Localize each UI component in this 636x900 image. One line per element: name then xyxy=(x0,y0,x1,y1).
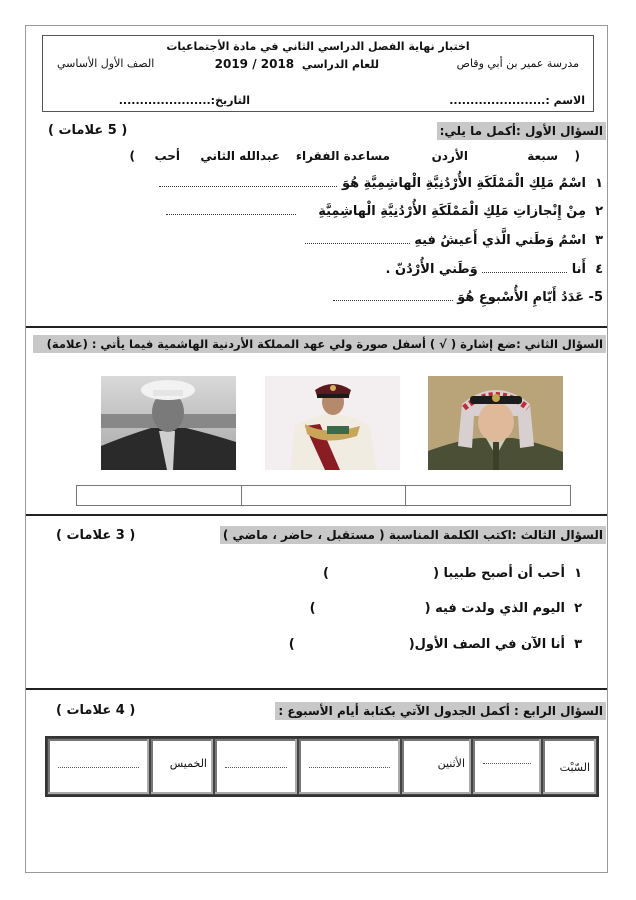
days-table xyxy=(45,736,599,797)
exam-title: اختبار نهاية الفصل الدراسي الثاني في مادة الأجتماعيات xyxy=(166,40,470,53)
word-bank-word: سبعة xyxy=(527,149,558,163)
photo-king-abdullah-i xyxy=(101,376,236,470)
item-text: اسْمُ وَطَني الَّذي أَعيشُ فيهِ xyxy=(414,233,586,248)
answer-blank[interactable] xyxy=(166,204,296,215)
academic-year-value: 2019 / 2018 xyxy=(214,57,295,71)
student-name-field[interactable]: الاسم :....................... xyxy=(449,94,585,107)
q1-item-2 xyxy=(166,204,603,219)
item-number: ١ xyxy=(574,566,582,581)
word-bank-word: الأردن xyxy=(431,149,468,163)
q3-item-3 xyxy=(289,637,582,652)
item-number: ٢ xyxy=(574,601,582,616)
q4-marks: ( 4 علامات ) xyxy=(56,703,136,718)
answer-blank[interactable] xyxy=(159,176,337,187)
day-cell xyxy=(402,739,471,794)
item-number: ٤ xyxy=(595,262,603,277)
section-divider xyxy=(26,514,607,516)
day-label: الخميس xyxy=(169,757,207,770)
word-bank-open: ( xyxy=(574,149,580,163)
q4-title: السؤال الرابع : أكمل الجدول الآتي بكتابة أيام الأسبوع : xyxy=(275,702,606,720)
item-text: اسْمُ مَلِكِ الْمَمْلَكَةِ الأُرْدُنِيَّةِ الْهاشِمِيَّةِ هُوَ xyxy=(341,176,586,191)
item-text: أنا الآن في الصف الأول( xyxy=(408,637,565,652)
day-cell-blank[interactable] xyxy=(48,739,149,794)
q1-item-5 xyxy=(333,290,603,305)
day-cell-blank[interactable] xyxy=(215,739,297,794)
word-bank-word: أحب xyxy=(154,149,180,163)
item-close: ) xyxy=(323,566,329,581)
academic-year-label: للعام الدراسي xyxy=(301,58,379,71)
answer-box-photo-1[interactable] xyxy=(77,486,241,505)
item-text-before: أَنا xyxy=(571,262,586,277)
item-number: ٢ xyxy=(595,204,603,219)
date-field[interactable]: التاريخ:...................... xyxy=(118,94,250,107)
q1-word-bank xyxy=(120,149,580,167)
exam-header xyxy=(42,35,594,112)
q3-item-2 xyxy=(310,601,582,616)
item-number: ٣ xyxy=(595,233,603,248)
day-label: الأثنين xyxy=(437,757,465,770)
answer-blank[interactable] xyxy=(333,290,453,301)
q3-marks: ( 3 علامات ) xyxy=(56,528,136,543)
word-bank-word: عبدالله الثاني xyxy=(200,149,280,163)
answer-blank[interactable] xyxy=(482,262,567,273)
item-text: عَدَدُ أَيّامِ الأُسْبوعِ هُوَ xyxy=(457,290,585,305)
q1-title: السؤال الأول :أكمل ما يلي: xyxy=(437,122,606,140)
academic-year xyxy=(215,57,379,71)
q3-item-1 xyxy=(323,566,582,581)
grade-label: الصف الأول الأساسي xyxy=(57,57,155,70)
answer-box-photo-3[interactable] xyxy=(405,486,570,505)
day-cell xyxy=(151,739,213,794)
q1-item-1 xyxy=(159,176,603,191)
item-text: أحب أن أصبح طبيبا ( xyxy=(433,566,565,581)
day-label: السّبْت xyxy=(559,761,590,774)
item-close: ) xyxy=(309,601,316,616)
q1-item-4 xyxy=(386,262,603,277)
answer-blank[interactable] xyxy=(305,233,410,244)
photo-crown-prince-hussein xyxy=(428,376,563,470)
item-text-after: وَطَني الأُرْدُنّ . xyxy=(385,262,478,277)
answer-box-photo-2[interactable] xyxy=(241,486,406,505)
item-close: ) xyxy=(288,637,295,652)
item-text: اليوم الذي ولدت فيه ( xyxy=(424,601,565,616)
item-number: ٣ xyxy=(574,637,582,652)
section-divider xyxy=(26,326,607,328)
school-name: مدرسة عمير بن أبي وقاص xyxy=(456,57,579,70)
item-text: مِنْ إِنْجازاتِ مَلِكِ الْمَمْلَكَةِ الأُرْدُنِيَّةِ الْهاشِمِيَّةِ xyxy=(318,204,586,219)
day-cell xyxy=(543,739,596,794)
word-bank-close: ) xyxy=(129,149,135,163)
day-cell-blank[interactable] xyxy=(473,739,541,794)
q2-title: السؤال الثاني :ضع إشارة ( √ ) أسفل صورة ولي عهد المملكة الأردنية الهاشمية فيما يأتي : (علامة) xyxy=(33,335,606,353)
q1-item-3 xyxy=(305,233,603,248)
section-divider xyxy=(26,688,607,690)
photo-king-hussein xyxy=(265,376,400,470)
item-number: 5- xyxy=(588,290,603,305)
q2-answer-boxes xyxy=(76,485,571,506)
day-cell-blank[interactable] xyxy=(299,739,400,794)
item-number: ١ xyxy=(595,176,603,191)
q1-marks: ( 5 علامات ) xyxy=(48,123,128,138)
word-bank-word: مساعدة الفقراء xyxy=(295,149,390,163)
q3-title: السؤال الثالث :اكتب الكلمة المناسبة ( مستقبل ، حاضر ، ماضي ) xyxy=(220,526,606,544)
